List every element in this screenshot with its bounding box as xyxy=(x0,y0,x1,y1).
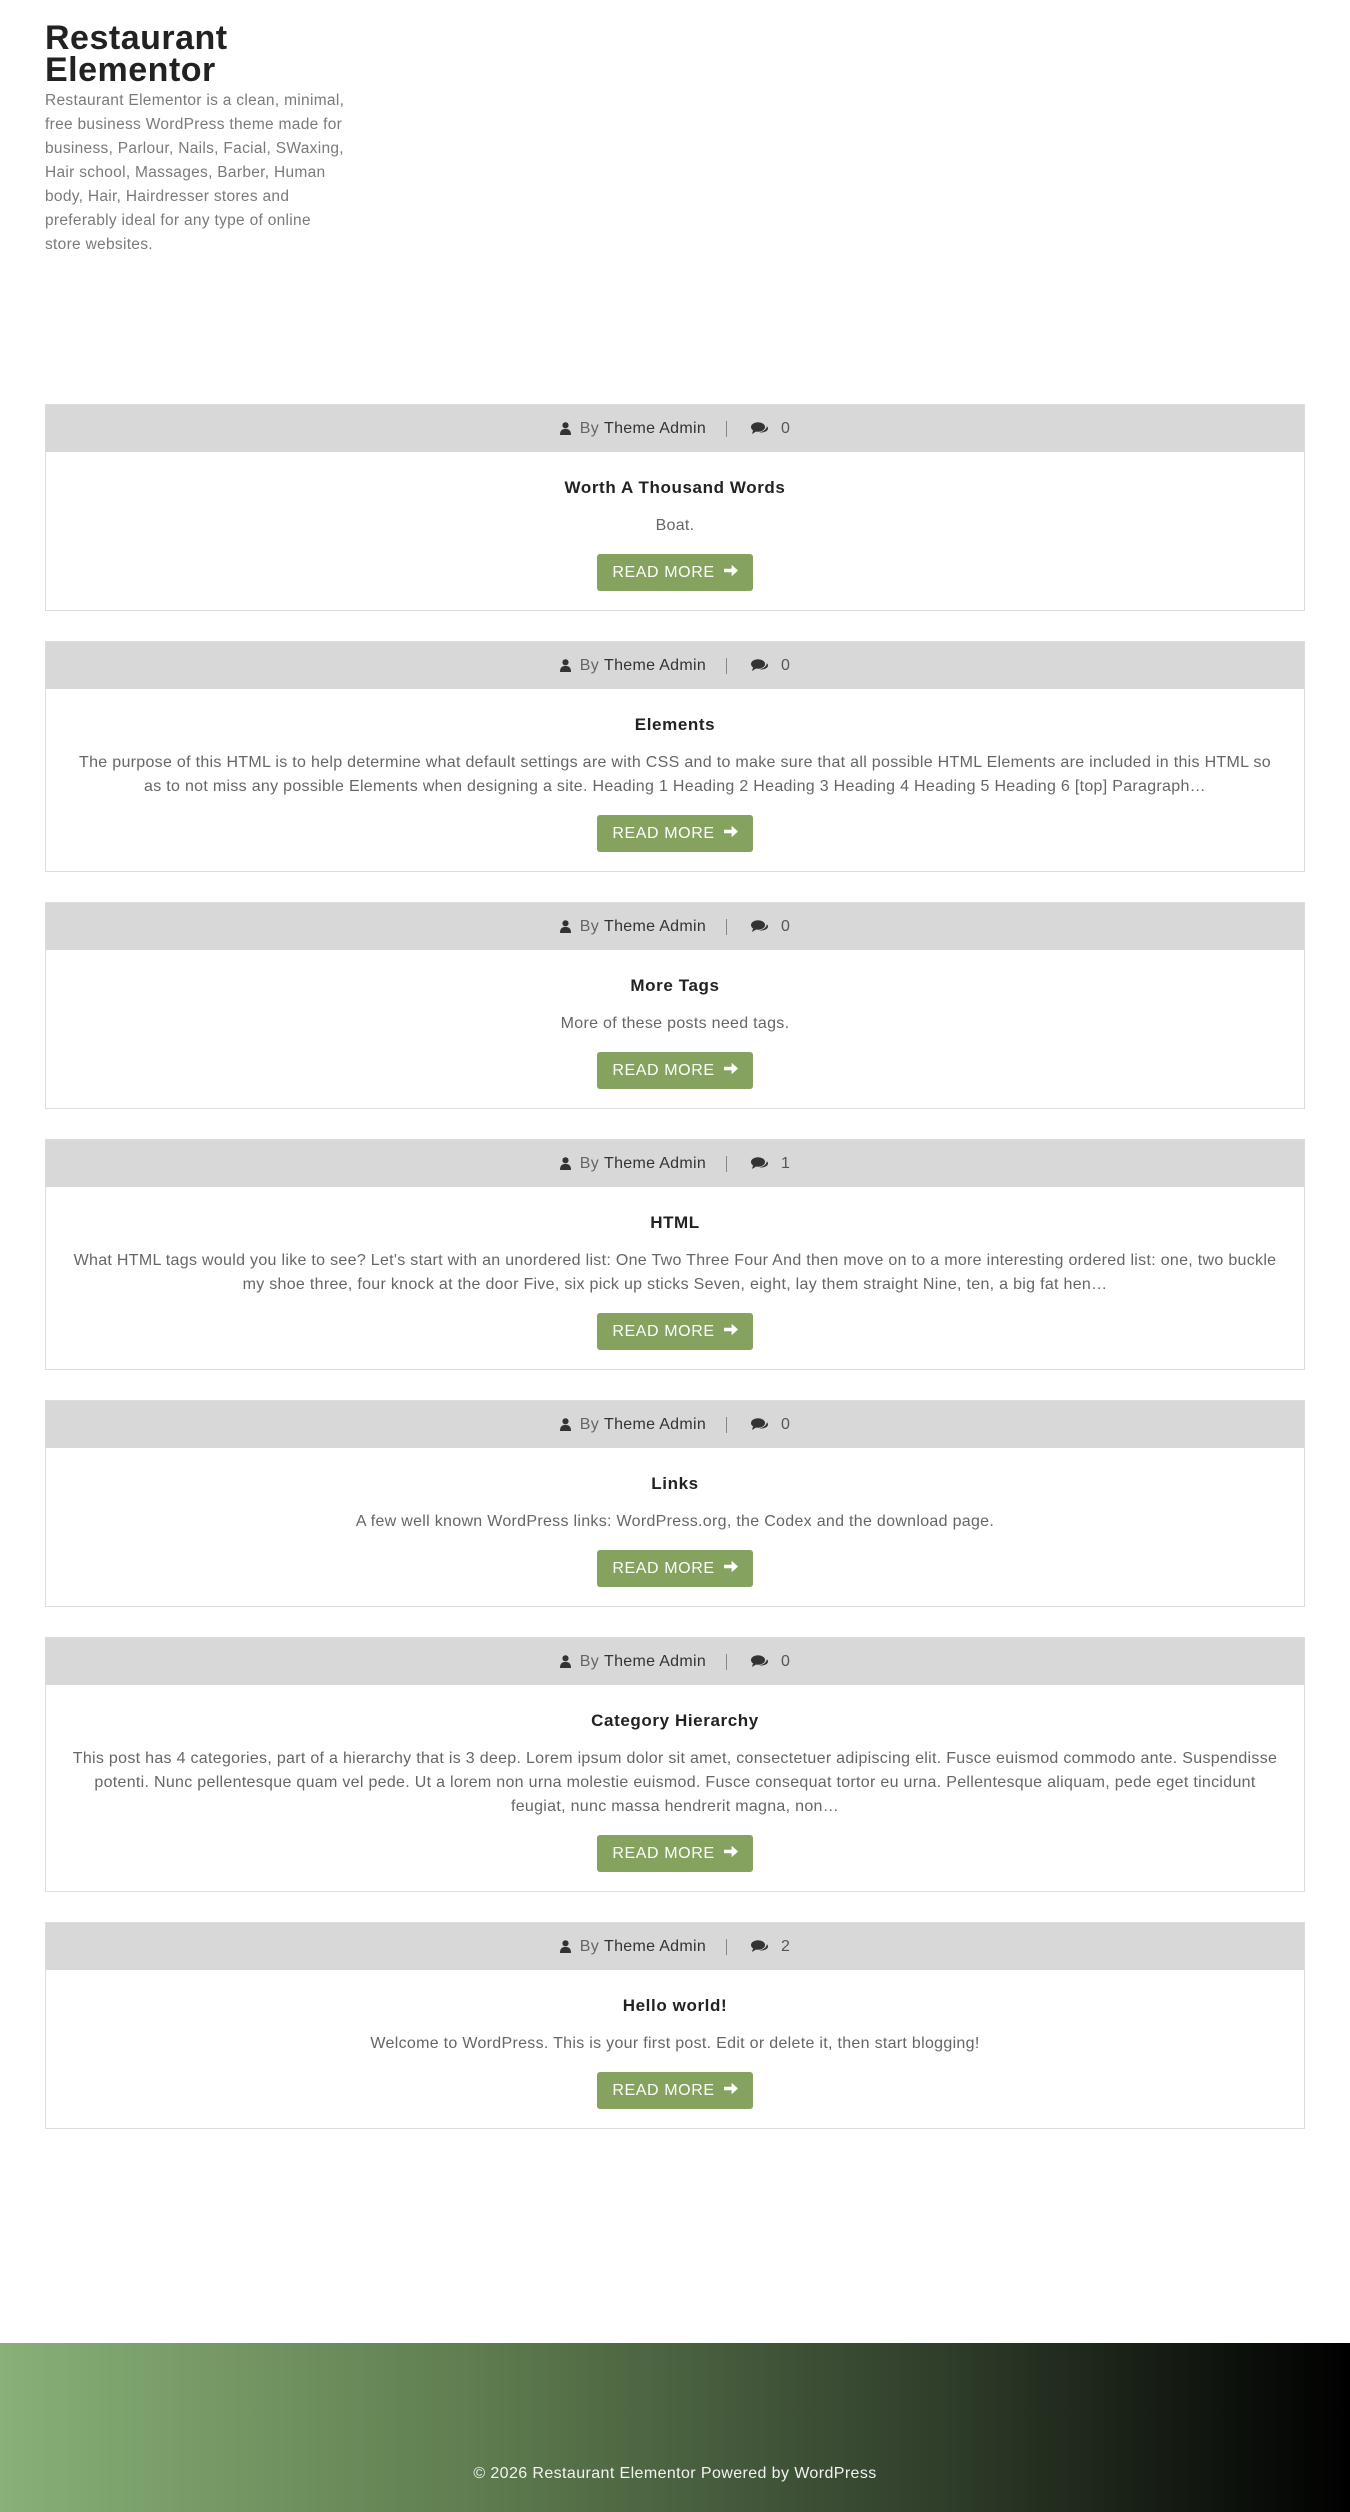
user-icon xyxy=(560,1940,571,1953)
post-card xyxy=(45,1139,1305,1370)
read-more-label: READ MORE xyxy=(612,1061,715,1079)
post-body xyxy=(46,689,1304,871)
post-author[interactable] xyxy=(560,1155,706,1173)
post-title[interactable]: Links xyxy=(651,1474,699,1493)
read-more-label: READ MORE xyxy=(612,1322,715,1340)
post-excerpt: What HTML tags would you like to see? Let's start with an unordered list: One Two Three Four And then move on to a more interesting ordered list: one, two buckle my shoe three, four knock at the door Five, six pick up sticks Seven, eight, lay them straight Nine, ten, a big fat hen… xyxy=(73,1252,1277,1293)
post-excerpt: A few well known WordPress links: WordPress.org, the Codex and the download page. xyxy=(355,1513,995,1530)
post-author-by: By xyxy=(579,1154,600,1172)
post-meta-bar xyxy=(46,1140,1304,1187)
post-meta-bar xyxy=(46,1923,1304,1970)
post-author-name[interactable]: Theme Admin xyxy=(604,1415,707,1433)
post-title[interactable]: HTML xyxy=(650,1213,700,1232)
read-more-label: READ MORE xyxy=(612,563,715,581)
post-author[interactable] xyxy=(560,918,706,936)
read-more-button[interactable] xyxy=(597,1835,752,1872)
meta-divider xyxy=(726,421,727,437)
post-comments[interactable] xyxy=(751,420,790,438)
post-author-name[interactable]: Theme Admin xyxy=(604,656,707,674)
read-more-button[interactable] xyxy=(597,1550,752,1587)
post-author-by: By xyxy=(579,419,600,437)
post-title[interactable]: Hello world! xyxy=(622,1996,728,2015)
post-list xyxy=(45,404,1305,2159)
post-excerpt: Boat. xyxy=(655,517,695,534)
comment-count[interactable]: 1 xyxy=(781,1154,791,1172)
post-card xyxy=(45,1637,1305,1892)
post-excerpt: Welcome to WordPress. This is your first post. Edit or delete it, then start blogging! xyxy=(370,2035,980,2052)
user-icon xyxy=(560,659,571,672)
comment-icon xyxy=(751,422,768,435)
post-comments[interactable] xyxy=(751,1653,790,1671)
post-title[interactable]: Worth A Thousand Words xyxy=(564,478,786,497)
meta-divider xyxy=(726,1939,727,1955)
post-body xyxy=(46,1970,1304,2128)
read-more-button[interactable] xyxy=(597,554,752,591)
site-footer xyxy=(0,2343,1350,2512)
post-meta-bar xyxy=(46,642,1304,689)
arrow-right-icon xyxy=(724,1845,738,1863)
read-more-button[interactable] xyxy=(597,2072,752,2109)
comment-icon xyxy=(751,1940,768,1953)
post-author-by: By xyxy=(579,1652,600,1670)
post-meta-bar xyxy=(46,1401,1304,1448)
user-icon xyxy=(560,1655,571,1668)
post-meta-bar xyxy=(46,1638,1304,1685)
post-card xyxy=(45,641,1305,872)
read-more-label: READ MORE xyxy=(612,824,715,842)
post-comments[interactable] xyxy=(751,657,790,675)
post-author[interactable] xyxy=(560,657,706,675)
post-comments[interactable] xyxy=(751,1155,790,1173)
read-more-label: READ MORE xyxy=(612,2081,715,2099)
post-comments[interactable] xyxy=(751,1938,790,1956)
post-card xyxy=(45,404,1305,611)
read-more-button[interactable] xyxy=(597,1313,752,1350)
footer-copyright: © 2026 Restaurant Elementor Powered by WordPress xyxy=(473,2465,877,2482)
arrow-right-icon xyxy=(724,2082,738,2100)
post-meta-bar xyxy=(46,903,1304,950)
post-meta-bar xyxy=(46,405,1304,452)
meta-divider xyxy=(726,1156,727,1172)
comment-count[interactable]: 0 xyxy=(781,419,791,437)
arrow-right-icon xyxy=(724,825,738,843)
post-title[interactable]: More Tags xyxy=(630,976,720,995)
user-icon xyxy=(560,1418,571,1431)
user-icon xyxy=(560,422,571,435)
post-body xyxy=(46,452,1304,610)
site-title[interactable]: Restaurant Elementor xyxy=(45,19,228,89)
post-author-name[interactable]: Theme Admin xyxy=(604,917,707,935)
post-body xyxy=(46,950,1304,1108)
post-author-by: By xyxy=(579,1415,600,1433)
post-author-by: By xyxy=(579,656,600,674)
comment-icon xyxy=(751,1655,768,1668)
post-excerpt: This post has 4 categories, part of a hierarchy that is 3 deep. Lorem ipsum dolor sit amet, consectetuer adipiscing elit. Fusce euismod commodo ante. Suspendisse potenti. Nunc pellentesque quam vel pede. Ut a lorem non urna molestie euismod. Fusce consequat tortor eu urna. Pellentesque aliquam, pede eget tincidunt feugiat, nunc massa hendrerit magna, non… xyxy=(72,1750,1278,1815)
post-card xyxy=(45,902,1305,1109)
post-author-by: By xyxy=(579,1937,600,1955)
user-icon xyxy=(560,920,571,933)
post-title[interactable]: Category Hierarchy xyxy=(591,1711,759,1730)
post-author-by: By xyxy=(579,917,600,935)
post-author-name[interactable]: Theme Admin xyxy=(604,419,707,437)
comment-icon xyxy=(751,920,768,933)
post-author[interactable] xyxy=(560,1653,706,1671)
post-excerpt: More of these posts need tags. xyxy=(560,1015,790,1032)
comment-count[interactable]: 0 xyxy=(781,656,791,674)
comment-icon xyxy=(751,1418,768,1431)
post-title[interactable]: Elements xyxy=(634,715,716,734)
site-header xyxy=(45,19,350,257)
post-excerpt: The purpose of this HTML is to help determine what default settings are with CSS and to make sure that all possible HTML Elements are included in this HTML so as to not miss any possible Elements when designing a site. Heading 1 Heading 2 Heading 3 Heading 4 Heading 5 Heading 6 [top] Paragraph… xyxy=(79,754,1271,795)
meta-divider xyxy=(726,658,727,674)
post-body xyxy=(46,1685,1304,1891)
post-card xyxy=(45,1922,1305,2129)
arrow-right-icon xyxy=(724,1560,738,1578)
site-description: Restaurant Elementor is a clean, minimal, free business WordPress theme made for business, Parlour, Nails, Facial, SWaxing, Hair school, Massages, Barber, Human body, Hair, Hairdresser stores and preferably ideal for any type of online store websites. xyxy=(45,92,345,253)
read-more-label: READ MORE xyxy=(612,1559,715,1577)
post-author[interactable] xyxy=(560,1938,706,1956)
read-more-button[interactable] xyxy=(597,1052,752,1089)
user-icon xyxy=(560,1157,571,1170)
arrow-right-icon xyxy=(724,1323,738,1341)
arrow-right-icon xyxy=(724,564,738,582)
post-author-name[interactable]: Theme Admin xyxy=(604,1154,707,1172)
post-body xyxy=(46,1448,1304,1606)
post-author[interactable] xyxy=(560,1416,706,1434)
comment-count[interactable]: 0 xyxy=(781,1652,791,1670)
arrow-right-icon xyxy=(724,1062,738,1080)
post-comments[interactable] xyxy=(751,918,790,936)
post-body xyxy=(46,1187,1304,1369)
meta-divider xyxy=(726,1417,727,1433)
comment-count[interactable]: 2 xyxy=(781,1937,791,1955)
comment-icon xyxy=(751,659,768,672)
post-author-name[interactable]: Theme Admin xyxy=(604,1652,707,1670)
post-author-name[interactable]: Theme Admin xyxy=(604,1937,707,1955)
read-more-button[interactable] xyxy=(597,815,752,852)
meta-divider xyxy=(726,919,727,935)
comment-count[interactable]: 0 xyxy=(781,1415,791,1433)
post-comments[interactable] xyxy=(751,1416,790,1434)
meta-divider xyxy=(726,1654,727,1670)
comment-icon xyxy=(751,1157,768,1170)
post-card xyxy=(45,1400,1305,1607)
post-author[interactable] xyxy=(560,420,706,438)
read-more-label: READ MORE xyxy=(612,1844,715,1862)
comment-count[interactable]: 0 xyxy=(781,917,791,935)
